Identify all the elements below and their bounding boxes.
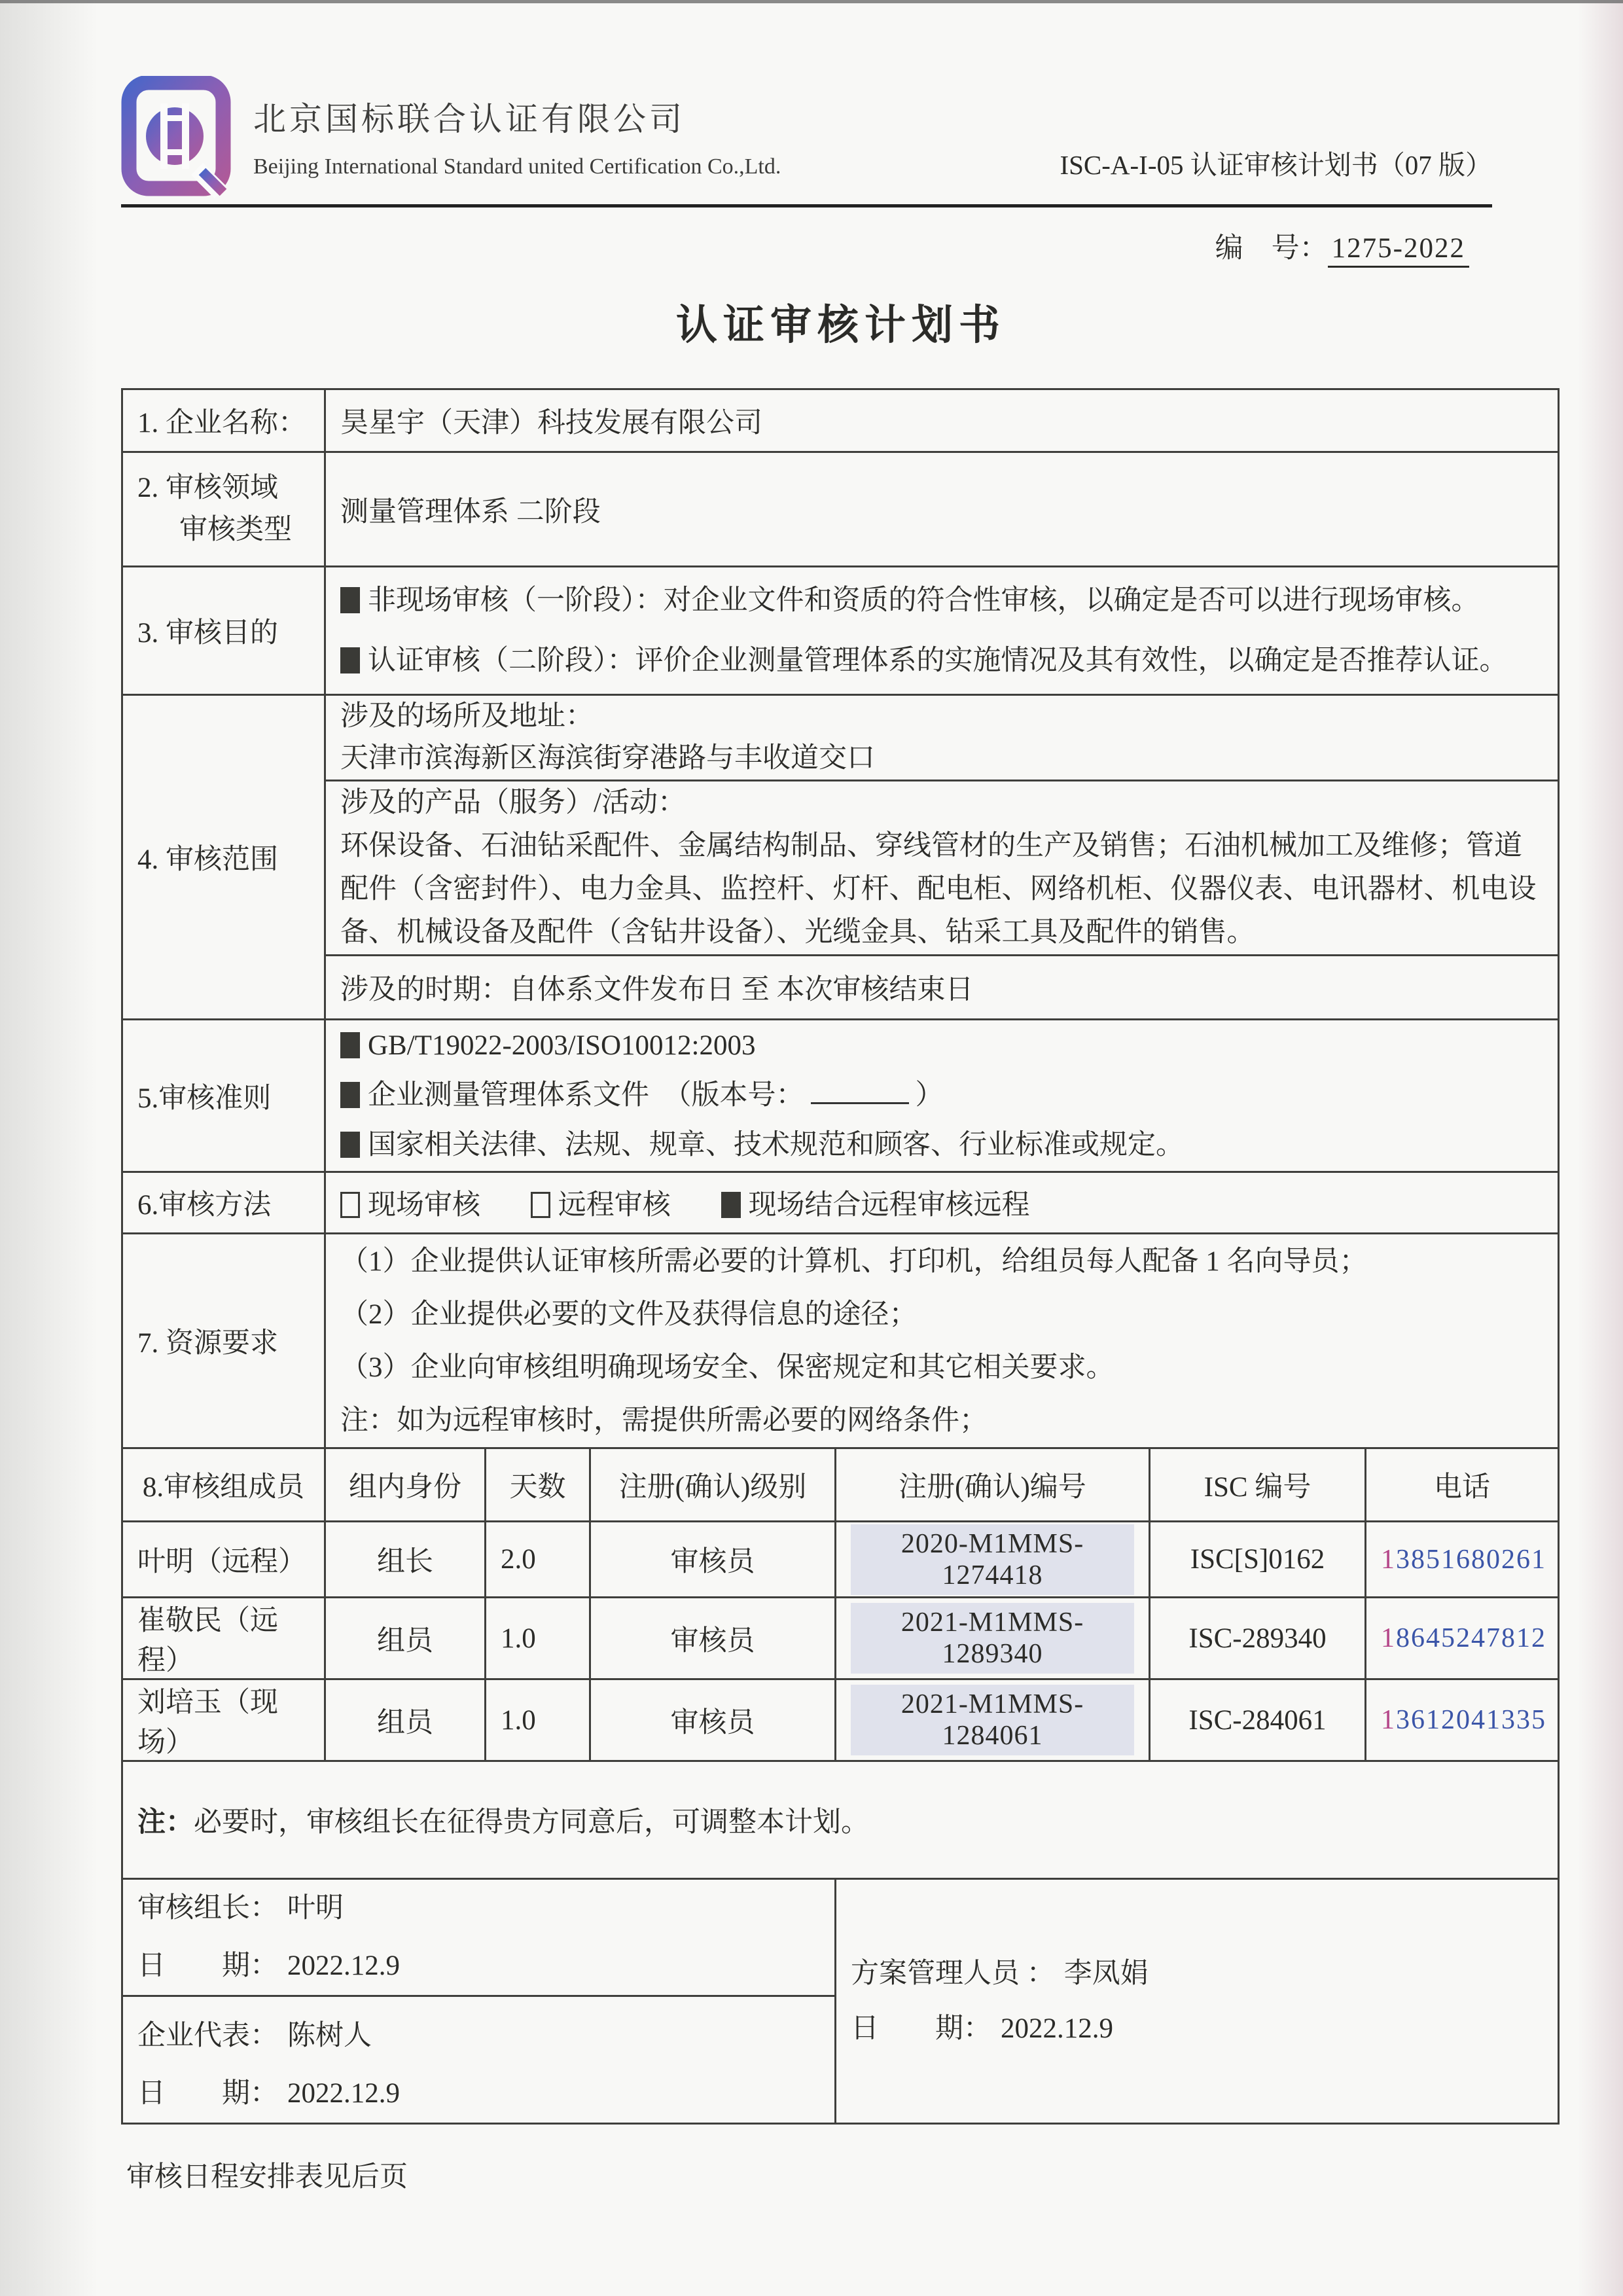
team-header: 电话 xyxy=(1366,1448,1559,1522)
team-header: 天数 xyxy=(486,1448,590,1522)
row-audit-scope-site xyxy=(122,695,1559,781)
leader-label: 审核组长： xyxy=(137,1893,278,1924)
member-role: 组员 xyxy=(325,1679,486,1761)
company-rep-signature-cell xyxy=(122,1996,836,2124)
note-cell xyxy=(122,1761,1559,1879)
member-role: 组长 xyxy=(325,1522,486,1598)
doc-number-label: 编 号： xyxy=(1215,233,1328,264)
criteria-item: 国家相关法律、法规、规章、技术规范和顾客、行业标准或规定。 xyxy=(340,1121,1543,1170)
member-isc-no: ISC[S]0162 xyxy=(1150,1522,1366,1598)
scope-site-cell xyxy=(325,695,1559,781)
member-name: 崔敬民（远程） xyxy=(122,1598,325,1679)
team-member-row xyxy=(122,1522,1559,1598)
company-rep-date: 2022.12.9 xyxy=(287,2078,400,2109)
checkbox-unchecked-icon xyxy=(531,1192,550,1218)
org-name-en: Beijing International Standard united Certification Co.,Ltd. xyxy=(253,154,781,179)
row-audit-scope-period xyxy=(122,956,1559,1020)
audit-leader-signature-cell xyxy=(122,1879,836,1996)
company-rep-name: 陈树人 xyxy=(287,2020,372,2051)
scope-product-label: 涉及的产品（服务）/活动： xyxy=(340,787,686,818)
leader-name: 叶明 xyxy=(287,1893,344,1924)
company-rep-label: 企业代表： xyxy=(137,2020,278,2051)
member-days: 2.0 xyxy=(486,1522,590,1598)
company-name-label: 1. 企业名称： xyxy=(122,389,325,452)
company-name-value: 昊星宇（天津）科技发展有限公司 xyxy=(325,389,1559,452)
row-audit-domain xyxy=(122,452,1559,567)
signature-row-1 xyxy=(122,1879,1559,1996)
audit-purpose-label: 3. 审核目的 xyxy=(122,567,325,695)
doc-code: ISC-A-I-05 认证审核计划书（07 版） xyxy=(1060,150,1492,180)
audit-plan-table xyxy=(121,388,1560,2125)
team-header: 组内身份 xyxy=(325,1448,486,1522)
team-member-row xyxy=(122,1679,1559,1761)
scope-period-label: 涉及的时期： xyxy=(340,975,509,1005)
scope-site-label: 涉及的场所及地址： xyxy=(340,701,594,732)
purpose-item: 认证审核（二阶段）：评价企业测量管理体系的实施情况及其有效性，以确定是否推荐认证。 xyxy=(340,631,1543,691)
audit-criteria-value xyxy=(325,1020,1559,1172)
note-row xyxy=(122,1761,1559,1879)
member-name: 叶明（远程） xyxy=(122,1522,325,1598)
manager-date: 2022.12.9 xyxy=(1001,2013,1113,2044)
manager-signature-cell xyxy=(836,1879,1559,2124)
scope-site-value: 天津市滨海新区海滨街穿港路与丰收道交口 xyxy=(340,743,875,774)
row-company-name xyxy=(122,389,1559,452)
checkbox-checked-icon xyxy=(340,1132,360,1158)
row-audit-purpose xyxy=(122,567,1559,695)
row-audit-scope-product xyxy=(122,781,1559,956)
criteria-item: 企业测量管理体系文件 （版本号： ） xyxy=(340,1071,1543,1121)
team-member-row xyxy=(122,1598,1559,1679)
manager-name: 李凤娟 xyxy=(1063,1958,1149,1989)
audit-method-label: 6.审核方法 xyxy=(122,1172,325,1234)
note-label: 注： xyxy=(137,1807,194,1838)
leader-date-label: 日 期： xyxy=(137,1950,278,1981)
member-role: 组员 xyxy=(325,1598,486,1679)
checkbox-checked-icon xyxy=(721,1192,741,1218)
member-level: 审核员 xyxy=(590,1598,836,1679)
company-rep-date-label: 日 期： xyxy=(137,2078,278,2109)
purpose-item: 非现场审核（一阶段）：对企业文件和资质的符合性审核，以确定是否可以进行现场审核。 xyxy=(340,571,1543,631)
team-header: 8.审核组成员 xyxy=(122,1448,325,1522)
method-option: 现场审核 xyxy=(340,1190,480,1221)
member-phone: 18645247812 xyxy=(1366,1598,1559,1679)
document-header xyxy=(121,76,1492,204)
team-header-row xyxy=(122,1448,1559,1522)
checkbox-checked-icon xyxy=(340,1032,360,1058)
audit-criteria-label: 5.审核准则 xyxy=(122,1020,325,1172)
audit-scope-label: 4. 审核范围 xyxy=(122,695,325,1020)
row-audit-criteria xyxy=(122,1020,1559,1172)
member-phone: 13612041335 xyxy=(1366,1679,1559,1761)
audit-domain-label: 2. 审核领域 审核类型 xyxy=(122,452,325,567)
scope-product-value: 环保设备、石油钻采配件、金属结构制品、穿线管材的生产及销售；石油机械加工及维修；管道配件（含密封件）、电力金具、监控杆、灯杆、配电柜、网络机柜、仪器仪表、电讯器材、机电设备、机械设备及配件（含钻井设备）、光缆金具、钻采工具及配件的销售。 xyxy=(340,831,1537,948)
header-rule xyxy=(121,204,1492,207)
member-reg-no: 2020-M1MMS-1274418 xyxy=(836,1522,1150,1598)
member-isc-no: ISC-284061 xyxy=(1150,1679,1366,1761)
audit-domain-value: 测量管理体系 二阶段 xyxy=(325,452,1559,567)
member-level: 审核员 xyxy=(590,1679,836,1761)
team-header: 注册(确认)编号 xyxy=(836,1448,1150,1522)
member-isc-no: ISC-289340 xyxy=(1150,1598,1366,1679)
method-option: 现场结合远程审核远程 xyxy=(721,1190,1030,1221)
doc-number-value: 1275-2022 xyxy=(1328,233,1469,268)
method-option: 远程审核 xyxy=(531,1190,671,1221)
company-logo-icon xyxy=(121,76,231,204)
criteria-item: GB/T19022-2003/ISO10012:2003 xyxy=(340,1021,1543,1071)
leader-date: 2022.12.9 xyxy=(287,1950,400,1981)
doc-number xyxy=(121,226,1469,266)
member-level: 审核员 xyxy=(590,1522,836,1598)
member-reg-no: 2021-M1MMS-1284061 xyxy=(836,1679,1150,1761)
audit-purpose-value xyxy=(325,567,1559,695)
org-name-cn: 北京国标联合认证有限公司 xyxy=(253,101,685,137)
checkbox-checked-icon xyxy=(340,1082,360,1108)
member-reg-no: 2021-M1MMS-1289340 xyxy=(836,1598,1150,1679)
row-resource-requirements xyxy=(122,1234,1559,1448)
scope-product-cell xyxy=(325,781,1559,956)
member-days: 1.0 xyxy=(486,1598,590,1679)
audit-method-value xyxy=(325,1172,1559,1234)
member-phone: 13851680261 xyxy=(1366,1522,1559,1598)
manager-label: 方案管理人员 ： xyxy=(851,1958,1055,1989)
note-text: 必要时，审核组长在征得贵方同意后，可调整本计划。 xyxy=(194,1807,869,1838)
version-blank-line xyxy=(811,1080,909,1104)
page-title: 认证审核计划书 xyxy=(676,302,1006,348)
team-header: ISC 编号 xyxy=(1150,1448,1366,1522)
footer-note: 审核日程安排表见后页 xyxy=(126,2162,408,2193)
checkbox-unchecked-icon xyxy=(340,1192,360,1218)
manager-date-label: 日 期： xyxy=(851,2013,991,2044)
row-audit-method xyxy=(122,1172,1559,1234)
scope-period-cell xyxy=(325,956,1559,1020)
org-names xyxy=(253,76,781,179)
member-days: 1.0 xyxy=(486,1679,590,1761)
team-header: 注册(确认)级别 xyxy=(590,1448,836,1522)
resource-label: 7. 资源要求 xyxy=(122,1234,325,1448)
scope-period-value: 自体系文件发布日 至 本次审核结束日 xyxy=(509,975,974,1005)
checkbox-checked-icon xyxy=(340,647,360,673)
resource-value: （1）企业提供认证审核所需必要的计算机、打印机，给组员每人配备 1 名向导员； （2）企业提供必要的文件及获得信息的途径； （3）企业向审核组明确现场安全、保密规定和其它相关要求。 注：如为远程审核时，需提供所需必要的网络条件； xyxy=(325,1234,1559,1448)
checkbox-checked-icon xyxy=(340,587,360,613)
member-name: 刘培玉（现场） xyxy=(122,1679,325,1761)
